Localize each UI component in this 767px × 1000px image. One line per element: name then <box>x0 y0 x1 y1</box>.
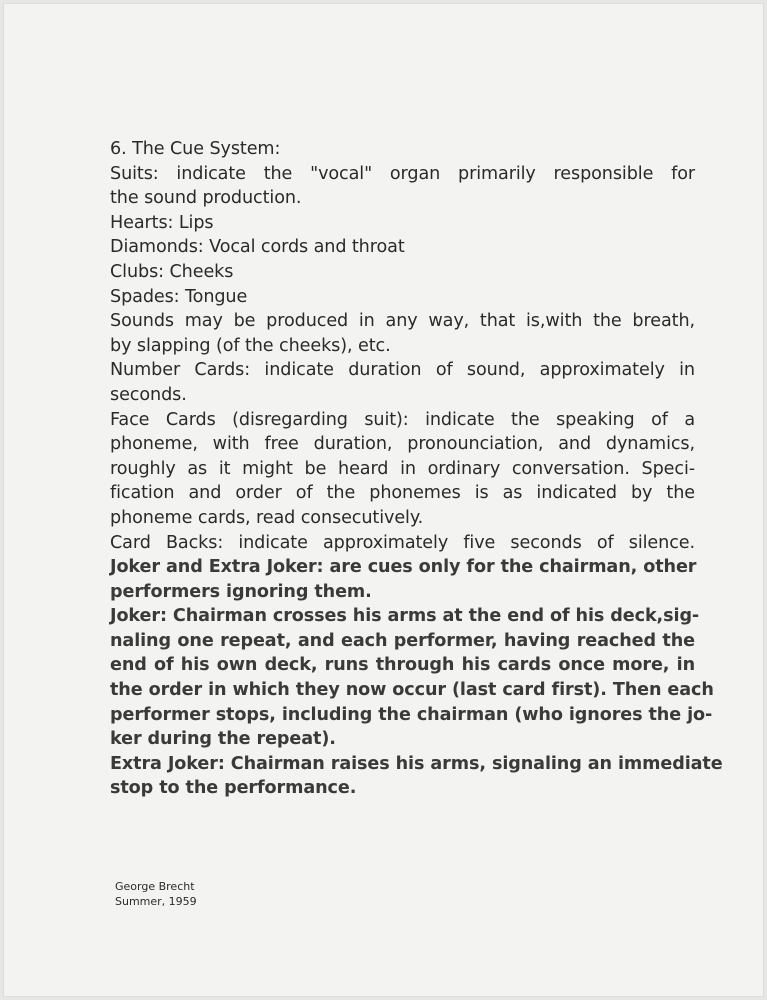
text-line: Card Backs: indicate approximately five seconds of silence. <box>110 532 695 553</box>
text-line: Diamonds: Vocal cords and throat <box>110 237 405 258</box>
text-line: stop to the performance. <box>110 778 357 799</box>
text-line: phoneme cards, read consecutively. <box>110 507 424 528</box>
text-line: Joker: Chairman crosses his arms at the end of his deck,sig- <box>110 606 700 627</box>
text-line: performer stops, including the chairman (who ignores the jo- <box>110 704 713 725</box>
text-line: Suits: indicate the "vocal" organ primarily responsible for <box>110 163 695 184</box>
text-line: phoneme, with free duration, pronounciation, and dynamics, <box>110 434 695 455</box>
text-line: the sound production. <box>110 188 302 209</box>
heading: 6. The Cue System: <box>110 139 281 159</box>
author-date: Summer, 1959 <box>115 894 197 908</box>
text-line: Clubs: Cheeks <box>110 261 234 282</box>
text-line: the order in which they now occur (last card first). Then each <box>110 680 714 701</box>
text-line: Face Cards (disregarding suit): indicate the speaking of a <box>110 409 695 430</box>
text-line: Hearts: Lips <box>110 212 214 233</box>
cue-system-text <box>110 137 723 801</box>
text-line: naling one repeat, and each performer, having reached the <box>110 630 695 651</box>
signature-block <box>115 880 197 909</box>
text-line: Sounds may be produced in any way, that is,with the breath, <box>110 311 695 332</box>
author-name: George Brecht <box>115 880 195 893</box>
text-line: Extra Joker: Chairman raises his arms, signaling an immediate <box>110 753 723 774</box>
text-line: seconds. <box>110 384 187 405</box>
text-line: roughly as it might be heard in ordinary conversation. Speci- <box>110 458 695 479</box>
text-line: Joker and Extra Joker: are cues only for the chairman, other <box>110 557 697 578</box>
text-line: ker during the repeat). <box>110 729 336 750</box>
text-line: Spades: Tongue <box>110 286 248 307</box>
text-line: by slapping (of the cheeks), etc. <box>110 335 391 356</box>
text-line: end of his own deck, runs through his cards once more, in <box>110 655 695 676</box>
text-line: performers ignoring them. <box>110 581 372 602</box>
text-line: fication and order of the phonemes is as indicated by the <box>110 483 695 504</box>
text-line: Number Cards: indicate duration of sound, approximately in <box>110 360 695 381</box>
document-card <box>3 3 764 997</box>
